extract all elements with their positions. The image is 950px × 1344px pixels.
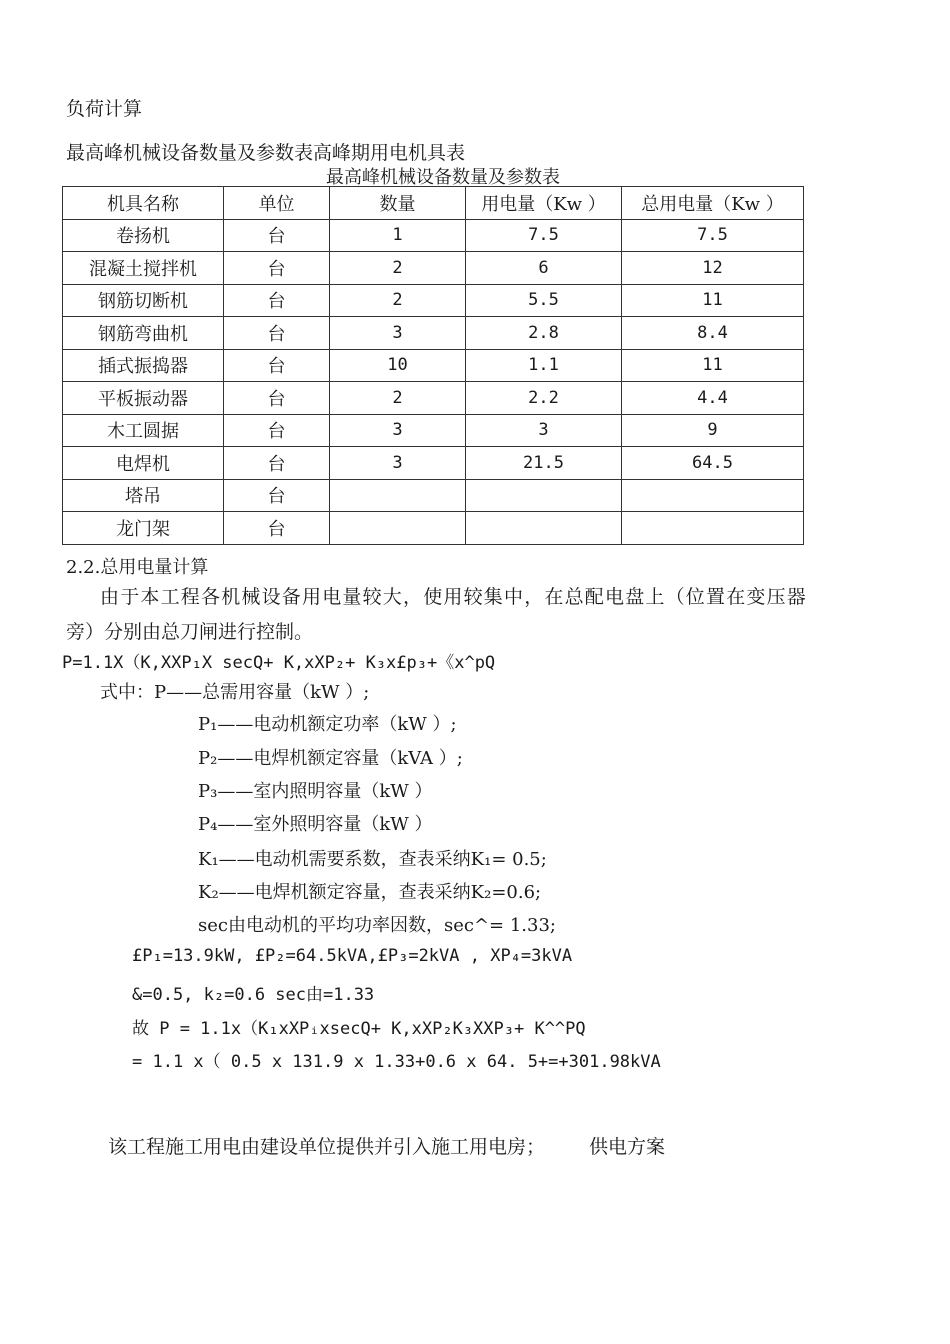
definition-k2: K₂——电焊机额定容量，查表采纳K₂=0.6; [198,882,542,903]
definition-p4: P₄——室外照明容量（kW ） [198,814,433,835]
cell-total-power: 9 [622,414,804,447]
formula-where-line: 式中：P——总需用容量（kW ）; [100,682,370,703]
paragraph-1: 由于本工程各机械设备用电量较大，使用较集中，在总配电盘上（位置在变压器 [100,586,808,608]
definition-p3: P₃——室内照明容量（kW ） [198,781,433,802]
final-line [108,1132,665,1159]
cell-name: 插式振捣器 [63,349,224,382]
table-row [63,317,804,350]
cell-name: 电焊机 [63,447,224,480]
table-row [63,252,804,285]
header-cell-name: 机具名称 [63,187,224,220]
definition-p1: P₁——电动机额定功率（kW ）; [198,714,457,735]
definition-k1: K₁——电动机需要系数，查表采纳K₁= 0.5; [198,849,547,870]
table-row [63,479,804,512]
cell-power: 2.8 [466,317,622,350]
cell-name: 钢筋切断机 [63,284,224,317]
cell-name: 平板振动器 [63,382,224,415]
table-row [63,447,804,480]
cell-name: 塔吊 [63,479,224,512]
cell-power: 6 [466,252,622,285]
cell-unit: 台 [224,252,330,285]
table-header-row [63,187,804,220]
definition-sec: sec由电动机的平均功率因数，sec^= 1.33; [198,915,556,936]
load-formula: P=1.1X（K,XXP₁X secQ+ K,xXP₂+ K₃x£p₃+《x^pQ [62,653,496,673]
cell-power: 21.5 [466,447,622,480]
cell-unit: 台 [224,317,330,350]
table-caption-line: 最高峰机械设备数量及参数表高峰期用电机具表 [66,142,466,164]
calculation-line-3: 故 P = 1.1x（K₁xXPᵢxsecQ+ K,xXP₂K₃XXP₃+ K^^PQ [132,1019,586,1039]
cell-quantity: 1 [330,219,466,252]
cell-total-power: 11 [622,349,804,382]
cell-quantity: 3 [330,414,466,447]
header-cell-unit: 单位 [224,187,330,220]
cell-total-power: 64.5 [622,447,804,480]
table-title: 最高峰机械设备数量及参数表 [326,167,560,188]
cell-power: 7.5 [466,219,622,252]
cell-total-power: 8.4 [622,317,804,350]
cell-power: 2.2 [466,382,622,415]
cell-unit: 台 [224,382,330,415]
cell-quantity: 2 [330,382,466,415]
cell-total-power: 7.5 [622,219,804,252]
cell-quantity: 2 [330,284,466,317]
cell-total-power: 12 [622,252,804,285]
document-title: 负荷计算 [66,98,143,120]
cell-unit: 台 [224,512,330,545]
cell-name: 木工圆据 [63,414,224,447]
cell-unit: 台 [224,349,330,382]
cell-total-power [622,479,804,512]
cell-power: 3 [466,414,622,447]
cell-power [466,512,622,545]
table-row [63,284,804,317]
cell-name: 卷扬机 [63,219,224,252]
cell-unit: 台 [224,414,330,447]
equipment-table [62,186,804,545]
cell-unit: 台 [224,284,330,317]
table-row [63,219,804,252]
cell-total-power [622,512,804,545]
table-row [63,349,804,382]
cell-total-power: 11 [622,284,804,317]
cell-power [466,479,622,512]
calculation-line-4: = 1.1 x（ 0.5 x 131.9 x 1.33+0.6 x 64. 5+=+301.98kVA [132,1052,661,1072]
cell-unit: 台 [224,447,330,480]
cell-quantity [330,479,466,512]
cell-name: 龙门架 [63,512,224,545]
section-heading: 2.2.总用电量计算 [66,557,209,578]
cell-power: 5.5 [466,284,622,317]
header-cell-total-power: 总用电量（Kw ） [622,187,804,220]
cell-name: 混凝土搅拌机 [63,252,224,285]
header-cell-quantity: 数量 [330,187,466,220]
cell-unit: 台 [224,219,330,252]
paragraph-2: 旁）分别由总刀闸进行控制。 [66,621,314,643]
header-cell-power: 用电量（Kw ） [466,187,622,220]
cell-quantity: 3 [330,317,466,350]
cell-quantity [330,512,466,545]
cell-power: 1.1 [466,349,622,382]
cell-total-power: 4.4 [622,382,804,415]
cell-quantity: 10 [330,349,466,382]
table-row [63,414,804,447]
power-supply-statement: 该工程施工用电由建设单位提供并引入施工用电房； [108,1136,546,1158]
cell-name: 钢筋弯曲机 [63,317,224,350]
cell-unit: 台 [224,479,330,512]
cell-quantity: 3 [330,447,466,480]
table-row [63,382,804,415]
table-row [63,512,804,545]
calculation-line-2: &=0.5, k₂=0.6 sec由=1.33 [132,985,375,1005]
power-supply-plan-heading: 供电方案 [589,1136,666,1158]
definition-p2: P₂——电焊机额定容量（kVA ）; [198,748,463,769]
calculation-line-1: £P₁=13.9kW, £P₂=64.5kVA,£P₃=2kVA , XP₄=3kVA [132,946,573,966]
cell-quantity: 2 [330,252,466,285]
